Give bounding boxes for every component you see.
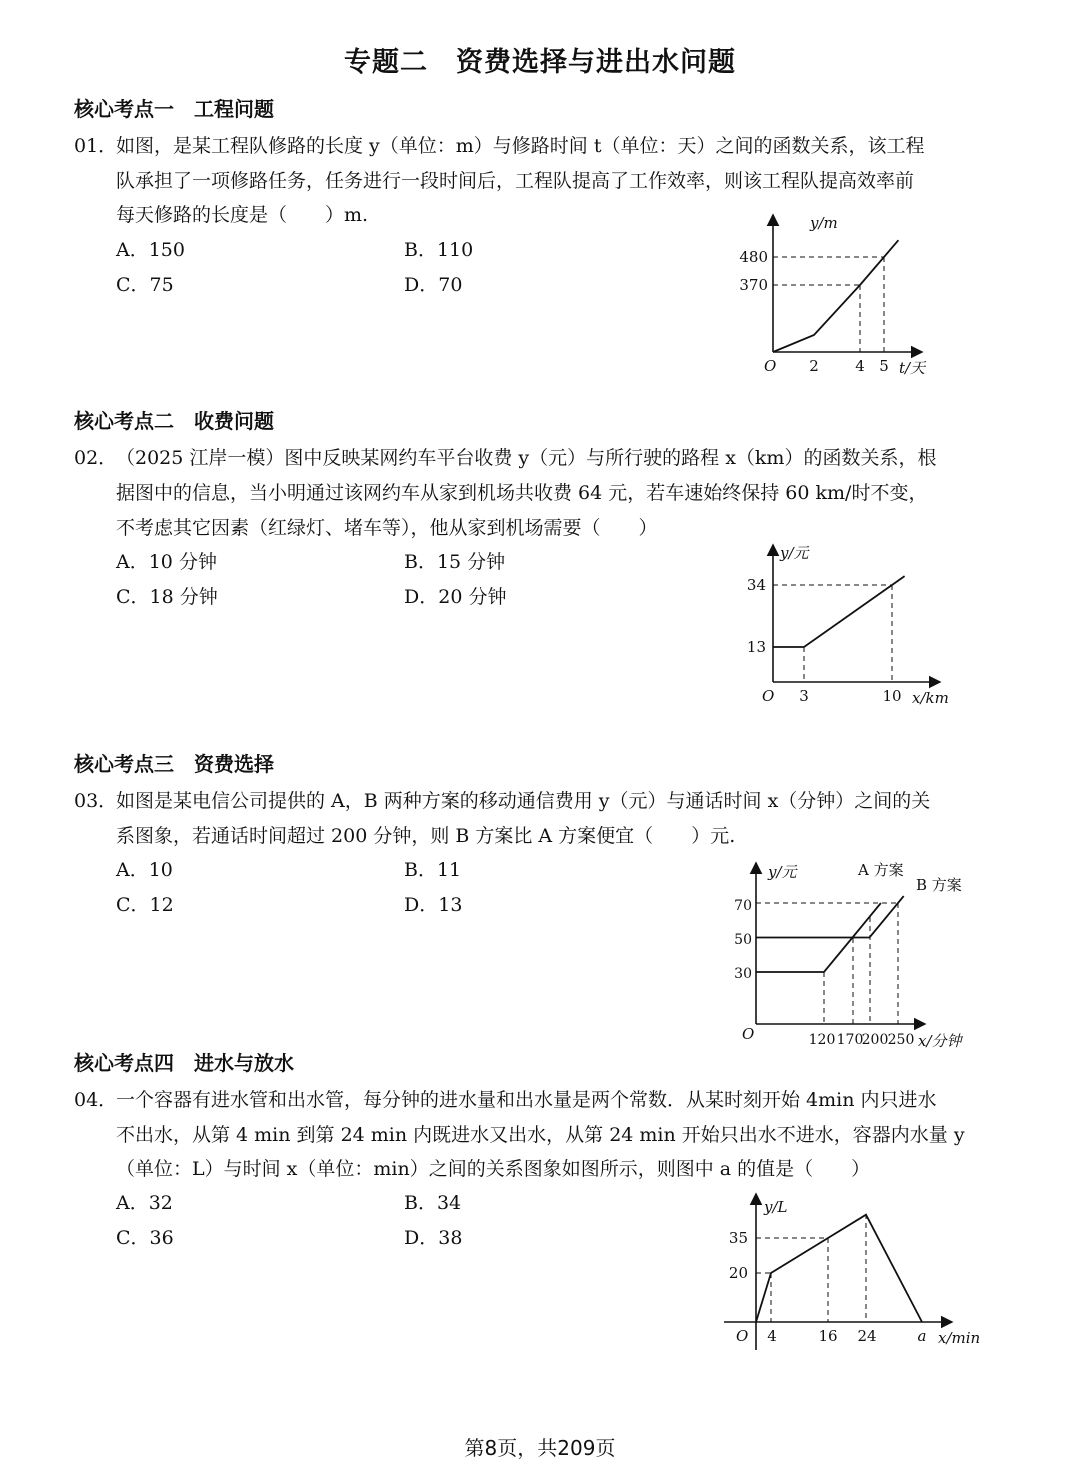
graph-3 [720, 855, 980, 1050]
x-tick-16: 16 [818, 1327, 838, 1345]
x-tick-250: 250 [887, 1032, 915, 1048]
x-axis-label: t/天 [899, 359, 926, 377]
graph-1 [730, 210, 940, 385]
q1-option-b[interactable]: B．110 [404, 239, 474, 261]
q2-option-b[interactable]: B．15 分钟 [404, 551, 506, 573]
y-axis-label: y/元 [780, 544, 809, 562]
x-tick-120: 120 [808, 1032, 836, 1048]
y-axis-label: y/L [764, 1198, 788, 1216]
y-tick-480: 480 [739, 248, 768, 266]
question-1-line-2: 队承担了一项修路任务，任务进行一段时间后，工程队提高了工作效率，则该工程队提高效率前 [116, 170, 915, 192]
graph-2 [730, 540, 960, 715]
y-tick-13: 13 [746, 638, 766, 656]
x-tick-4: 4 [855, 357, 865, 375]
question-number-3: 03． [74, 790, 118, 812]
question-1-line-3: 每天修路的长度是（ ）m. [116, 204, 369, 226]
question-2-line-2: 据图中的信息，当小明通过该网约车从家到机场共收费 64 元，若车速始终保持 60 km/时不变， [116, 482, 928, 504]
question-4-line-1: 一个容器有进水管和出水管，每分钟的进水量和出水量是两个常数．从某时刻开始 4min 内只进水 [116, 1089, 937, 1111]
figure-1 [730, 210, 940, 385]
question-number-2: 02． [74, 447, 118, 469]
graph-4 [720, 1190, 990, 1360]
question-4-line-2: 不出水，从第 4 min 到第 24 min 内既进水又出水，从第 24 min 开始只出水不进水，容器内水量 y [116, 1124, 965, 1146]
x-tick-3: 3 [799, 687, 809, 705]
page-footer: 第8页，共209页 [464, 1436, 616, 1460]
q3-option-d[interactable]: D．13 [404, 894, 463, 916]
q3-option-c[interactable]: C．12 [116, 894, 174, 916]
y-tick-30: 30 [734, 966, 752, 982]
x-tick-5: 5 [879, 357, 889, 375]
series-fare [773, 576, 905, 647]
question-1-line-1: 如图，是某工程队修路的长度 y（单位：m）与修路时间 t（单位：天）之间的函数关系，该工程 [116, 135, 925, 157]
x-tick-24: 24 [857, 1327, 877, 1345]
y-tick-20: 20 [728, 1264, 748, 1282]
origin-label: O [762, 687, 775, 705]
section-heading-4: 核心考点四 进水与放水 [74, 1051, 294, 1075]
q4-option-c[interactable]: C．36 [116, 1227, 174, 1249]
y-tick-70: 70 [734, 898, 752, 914]
figure-3 [720, 855, 980, 1050]
section-heading-1: 核心考点一 工程问题 [74, 97, 274, 121]
q2-option-a[interactable]: A．10 分钟 [116, 551, 217, 573]
origin-label: O [764, 357, 777, 375]
origin-label: O [736, 1327, 749, 1345]
q1-option-a[interactable]: A．150 [116, 239, 185, 261]
q1-option-c[interactable]: C．75 [116, 274, 174, 296]
question-3-line-2: 系图象，若通话时间超过 200 分钟，则 B 方案比 A 方案便宜（ ）元. [116, 825, 736, 847]
question-number-1: 01． [74, 135, 118, 157]
section-heading-3: 核心考点三 资费选择 [74, 752, 274, 776]
legend-plan-a: A 方案 [858, 861, 904, 879]
question-number-4: 04． [74, 1089, 118, 1111]
q4-option-a[interactable]: A．32 [116, 1192, 173, 1214]
x-tick-10: 10 [882, 687, 902, 705]
series-plan-b [756, 896, 904, 937]
page-title: 专题二 资费选择与进出水问题 [344, 47, 736, 78]
q1-option-d[interactable]: D．70 [404, 274, 463, 296]
legend-plan-b: B 方案 [916, 876, 962, 894]
x-tick-a: a [917, 1327, 927, 1345]
y-tick-34: 34 [746, 576, 766, 594]
q4-option-b[interactable]: B．34 [404, 1192, 462, 1214]
x-tick-2: 2 [809, 357, 819, 375]
section-heading-2: 核心考点二 收费问题 [74, 409, 274, 433]
question-3-line-1: 如图是某电信公司提供的 A，B 两种方案的移动通信费用 y（元）与通话时间 x（分钟）之间的关 [116, 790, 931, 812]
figure-2 [730, 540, 960, 715]
y-axis-label: y/m [810, 214, 838, 232]
x-tick-4: 4 [767, 1327, 777, 1345]
q2-option-c[interactable]: C．18 分钟 [116, 586, 218, 608]
origin-label: O [742, 1025, 755, 1043]
y-tick-35: 35 [728, 1229, 748, 1247]
q3-option-a[interactable]: A．10 [116, 859, 173, 881]
q2-option-d[interactable]: D．20 分钟 [404, 586, 507, 608]
question-2-line-1: （2025 江岸一模）图中反映某网约车平台收费 y（元）与所行驶的路程 x（km）的函数关系，根 [116, 447, 937, 469]
y-axis-label: y/元 [768, 863, 797, 881]
q4-option-d[interactable]: D．38 [404, 1227, 463, 1249]
q3-option-b[interactable]: B．11 [404, 859, 462, 881]
figure-4 [720, 1190, 990, 1360]
x-tick-170: 170 [836, 1032, 864, 1048]
x-axis-label: x/min [938, 1329, 981, 1347]
x-axis-label: x/分钟 [918, 1032, 962, 1050]
question-2-line-3: 不考虑其它因素（红绿灯、堵车等），他从家到机场需要（ ） [116, 517, 658, 539]
series-water [756, 1215, 922, 1322]
x-axis-label: x/km [912, 689, 949, 707]
y-tick-370: 370 [739, 276, 768, 294]
x-tick-200: 200 [861, 1032, 889, 1048]
y-tick-50: 50 [734, 932, 752, 948]
question-4-line-3: （单位：L）与时间 x（单位：min）之间的关系图象如图所示，则图中 a 的值是（ ） [116, 1158, 871, 1180]
